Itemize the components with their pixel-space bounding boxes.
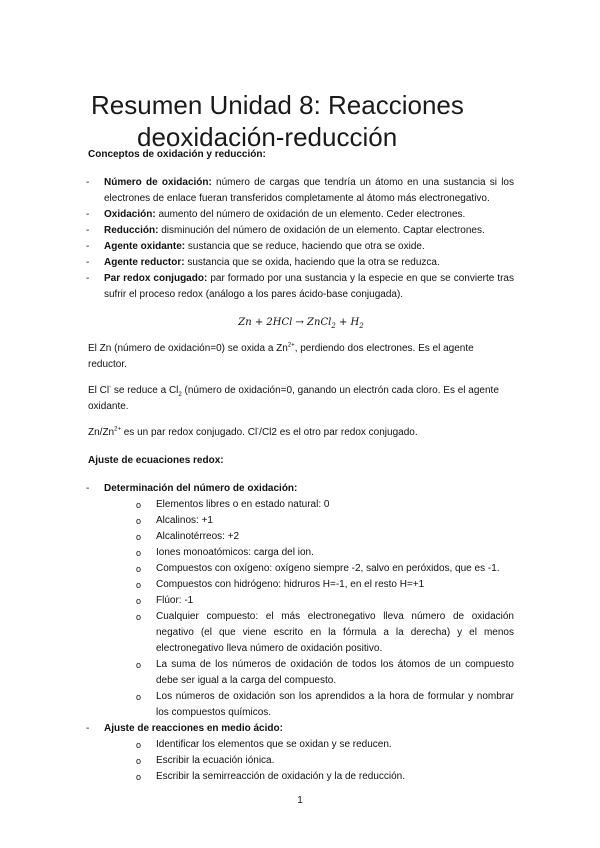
equation-part: + H — [335, 317, 360, 328]
list-item — [88, 207, 514, 223]
definition: número de cargas que tendría un átomo en una sustancia si los electrones de enlace fueran transferidos completamente al átomo más electronegativo. — [104, 177, 514, 204]
sub-list-item: o Alcalinos: +1 — [140, 513, 514, 529]
term: Agente oxidante: — [104, 241, 186, 252]
definition: par formado por una sustancia y la especie en que se convierte tras sufrir el proceso redox (análogo a los pares ácido-base conjugada). — [104, 273, 514, 300]
paragraph-cl-reduction — [88, 383, 514, 415]
text: Zn/Zn — [88, 427, 115, 438]
equation-subscript: 2 — [331, 322, 336, 330]
text: (número de oxidación=0, ganando un electrón cada cloro. Es el agente oxidante. — [88, 385, 499, 412]
sub-list-item: o Alcalinotérreos: +2 — [140, 529, 514, 545]
sub-list-item: o Compuestos con hidrógeno: hidruros H=-1, en el resto H=+1 — [140, 577, 514, 593]
acid-medium-steps — [104, 737, 514, 785]
sub-list-item: o Cualquier compuesto: el más electronegativo lleva número de oxidación negativo (el que viene escrito en la fórmula a la derecha) y el menos electronegativo lleva número de oxidación positivo. — [140, 609, 514, 657]
list-item — [88, 175, 514, 207]
equation-subscript: 2 — [359, 322, 364, 330]
equation-part: Zn + 2HCl → ZnCl — [238, 317, 332, 328]
document-body — [88, 147, 514, 785]
term: Agente reductor: — [104, 257, 185, 268]
term: Reducción: — [104, 225, 159, 236]
definition: disminución del número de oxidación de un elemento. Captar electrones. — [158, 225, 485, 236]
text: El Zn (número de oxidación=0) se oxida a Zn — [88, 343, 288, 354]
sub-list-item: o Escribir la semirreacción de oxidación y la de reducción. — [140, 769, 514, 785]
chemical-equation — [88, 315, 514, 331]
text: El Cl — [88, 385, 110, 396]
sub-list-item: o Compuestos con oxígeno: oxígeno siempre -2, salvo en peróxidos, que es -1. — [140, 561, 514, 577]
superscript: 2+ — [287, 342, 295, 349]
page-number: 1 — [297, 795, 303, 806]
page-title — [0, 89, 600, 153]
list-item — [88, 255, 514, 271]
superscript: 2+ — [114, 426, 121, 433]
title-line-2: deoxidación-reducción — [137, 122, 398, 153]
list-item — [88, 721, 514, 785]
sub-list-item: o Flúor: -1 — [140, 593, 514, 609]
text: , perdiendo dos electrones. Es el agente reductor. — [88, 343, 474, 370]
sub-list-item: o Identificar los elementos que se oxidan y se reducen. — [140, 737, 514, 753]
term: Determinación del número de oxidación: — [104, 483, 298, 494]
list-item — [88, 239, 514, 255]
term: Número de oxidación: — [104, 177, 212, 188]
paragraph-redox-pairs — [88, 425, 514, 441]
definition: aumento del número de oxidación de un elemento. Ceder electrones. — [155, 209, 466, 220]
adjustment-list — [88, 481, 514, 785]
sub-list-item: o Elementos libres o en estado natural: 0 — [140, 497, 514, 513]
sub-list-item: o Escribir la ecuación iónica. — [140, 753, 514, 769]
sub-list-item: o Iones monoatómicos: carga del ion. — [140, 545, 514, 561]
section-heading-adjustment: Ajuste de ecuaciones redox: — [88, 455, 224, 466]
term: Oxidación: — [104, 209, 156, 220]
definition: sustancia que se oxida, haciendo que la otra se reduzca. — [184, 257, 440, 268]
text: es un par redox conjugado. Cl — [120, 427, 258, 438]
sub-list-item: o La suma de los números de oxidación de todos los átomos de un compuesto debe ser igual a la carga del compuesto. — [140, 657, 514, 689]
subscript: 2 — [178, 392, 182, 398]
concepts-list — [88, 175, 514, 303]
term: Ajuste de reacciones en medio ácido: — [104, 723, 283, 734]
text: se reduce a Cl — [111, 385, 179, 396]
list-item — [88, 271, 514, 303]
title-line-1: Resumen Unidad 8: Reacciones — [91, 90, 464, 121]
list-item — [88, 481, 514, 721]
superscript: - — [257, 426, 260, 433]
oxidation-number-rules — [104, 497, 514, 721]
definition: sustancia que se reduce, haciendo que otra se oxide. — [185, 241, 425, 252]
paragraph-zn-oxidation — [88, 341, 514, 373]
list-item — [88, 223, 514, 239]
section-heading-concepts: Conceptos de oxidación y reducción: — [88, 149, 266, 160]
text: /Cl2 es el otro par redox conjugado. — [259, 427, 418, 438]
sub-list-item: o Los números de oxidación son los aprendidos a la hora de formular y nombrar los compuestos químicos. — [140, 689, 514, 721]
superscript: - — [109, 384, 112, 391]
term: Par redox conjugado: — [104, 273, 208, 284]
